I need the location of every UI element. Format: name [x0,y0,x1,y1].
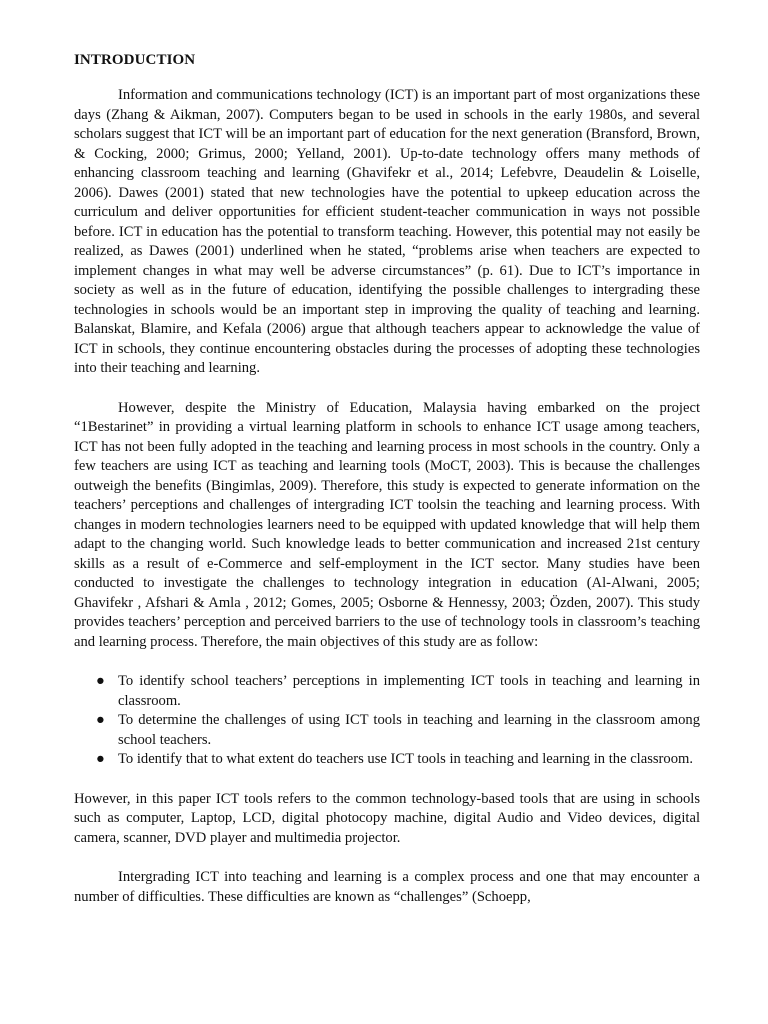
paragraph-intro: Information and communications technology (ICT) is an important part of most organizations these days (Zhang & Aikman, 2007). Computers began to be used in schools in the early 1980s, and several scholars suggest that ICT will be an important part of education for the next generation (Bransford, Brown, & Cocking, 2000; Grimus, 2000; Yelland, 2001). Up-to-date technology offers many methods of enhancing classroom teaching and learning (Ghavifekr et al., 2014; Lefebvre, Deaudelin & Loiselle, 2006). Dawes (2001) stated that new technologies have the potential to upkeep education across the curriculum and deliver opportunities for efficient student-teacher communication in ways not possible before. ICT in education has the potential to transform teaching. However, this potential may not easily be realized, as Dawes (2001) underlined when he stated, “problems arise when teachers are expected to implement changes in what may well be adverse circumstances” (p. 61). Due to ICT’s importance in society as well as in the future of education, identifying the possible challenges to intergrading these technologies in schools would be an important step in improving the quality of teaching and learning. Balanskat, Blamire, and Kefala (2006) argue that although teachers appear to acknowledge the value of ICT in schools, they continue encountering obstacles during the processes of adopting these technologies into their teaching and learning. [74,87,700,376]
section-heading: INTRODUCTION [74,52,196,68]
objective-text: To identify school teachers’ perceptions in implementing ICT tools in teaching and learning in classroom. [118,673,700,709]
list-item [74,750,700,770]
objective-text: To determine the challenges of using ICT tools in teaching and learning in the classroom among school teachers. [118,712,700,748]
paragraph-project: However, despite the Ministry of Education, Malaysia having embarked on the project “1Bestarinet” in providing a virtual learning platform in schools to enhance ICT usage among teachers, ICT has not been fully adopted in the teaching and learning process in most schools in the country. Only a few teachers are using ICT as teaching and learning tools (MoCT, 2003). This is because the challenges outweigh the benefits (Bingimlas, 2009). Therefore, this study is expected to generate information on the teachers’ perceptions and challenges of intergrading ICT toolsin the teaching and learning process. With changes in modern technologies learners need to be equipped with updated knowledge that will help them adapt to the changing world. Such knowledge leads to better communication and increased 21st century skills as a result of e-Commerce and self-employment in the ICT sector. Many studies have been conducted to investigate the challenges to technology integration in education (Al-Alwani, 2005; Ghavifekr , Afshari & Amla , 2012; Gomes, 2005; Osborne & Hennessy, 2003; Özden, 2007). This study provides teachers’ perception and perceived barriers to the use of technology tools in classroom’s teaching and learning process. Therefore, the main objectives of this study are as follow: [74,399,700,650]
paragraph-challenges: Intergrading ICT into teaching and learning is a complex process and one that may encounter a number of difficulties. These difficulties are known as “challenges” (Schoepp, [74,869,700,905]
paragraph-gap [74,848,700,868]
objective-text: To identify that to what extent do teachers use ICT tools in teaching and learning in the classroom. [118,751,694,767]
paragraph-gap [74,652,700,672]
list-item [74,672,700,711]
bullet-icon: ● [96,673,105,689]
paragraph-ict-tools: However, in this paper ICT tools refers to the common technology-based tools that are using in schools such as computer, Laptop, LCD, digital photocopy machine, digital Audio and Video devices, digital camera, scanner, DVD player and multimedia projector. [74,790,700,846]
objectives-list [74,672,700,770]
paragraph-gap [74,379,700,399]
bullet-icon: ● [96,712,105,728]
bullet-icon: ● [96,751,105,767]
list-item [74,711,700,750]
paragraph-gap [74,770,700,790]
